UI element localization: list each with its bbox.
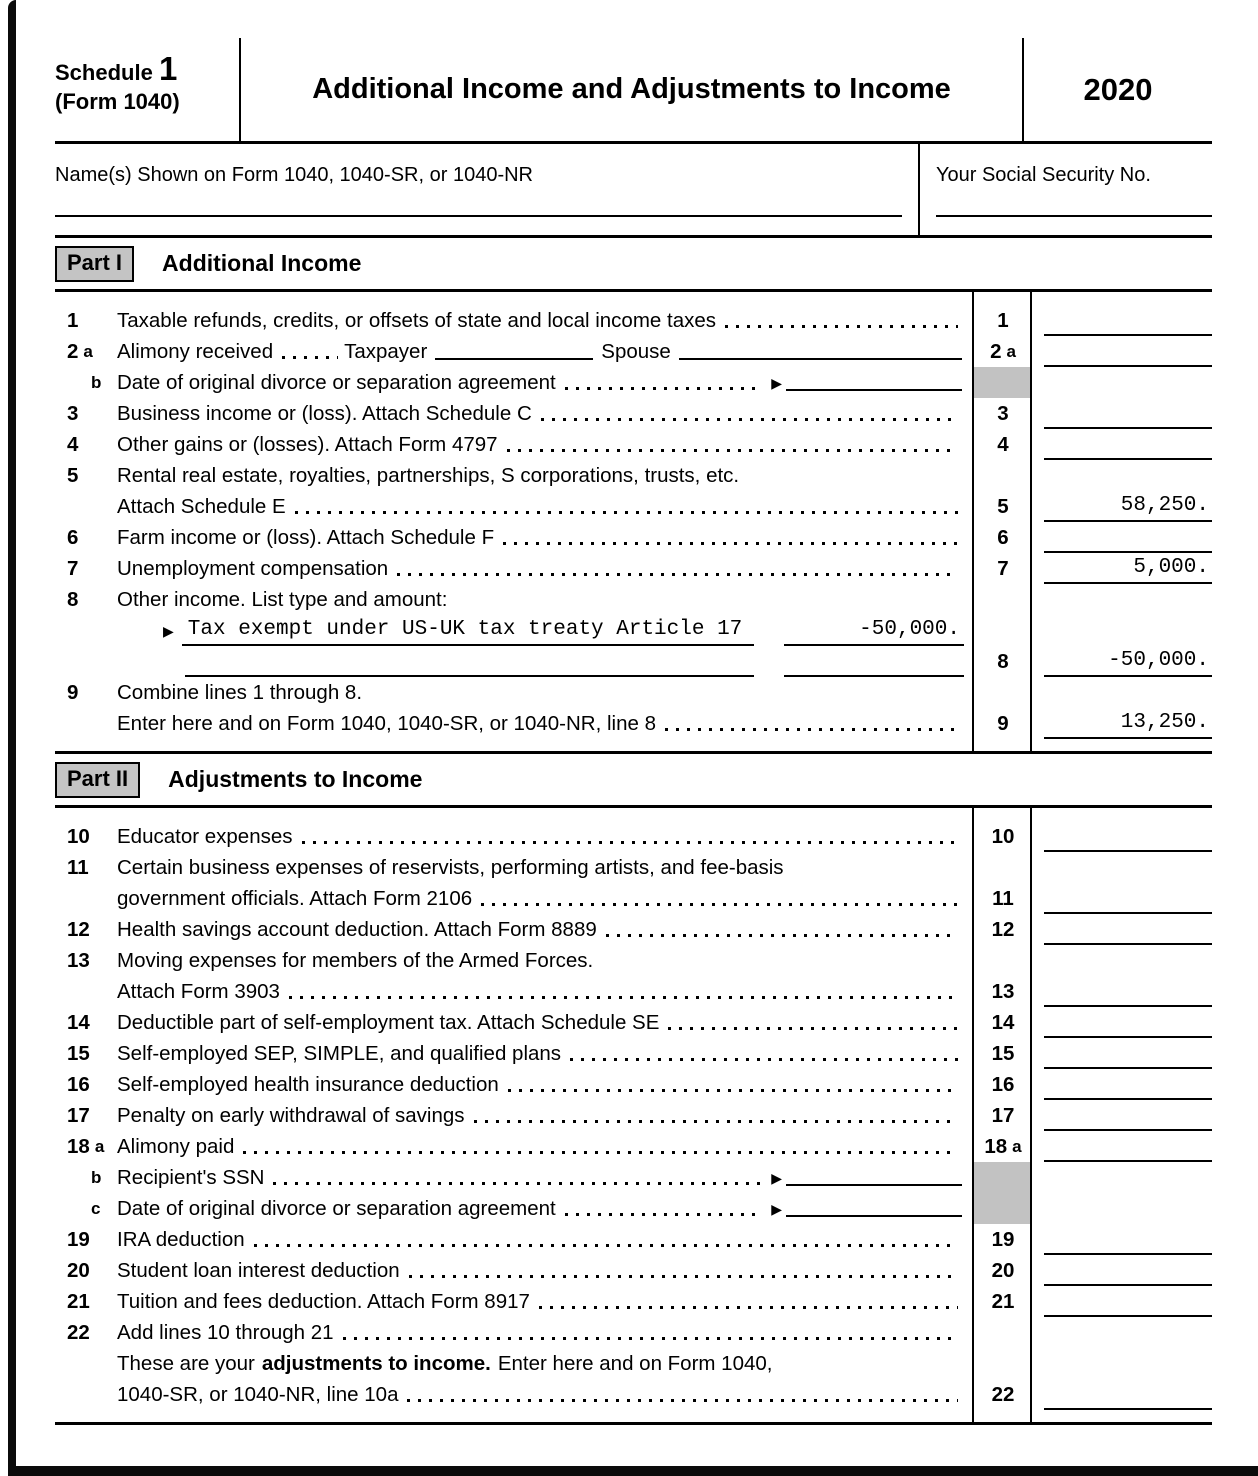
line-16-amount-entry[interactable]: [1044, 1072, 1212, 1100]
line-6-ref: 6: [997, 526, 1009, 549]
line-19-row: [55, 1224, 1212, 1255]
line-9-num: 9: [67, 681, 79, 704]
line-4-num: 4: [67, 433, 79, 456]
line-14-num: 14: [67, 1011, 90, 1034]
form-header: [55, 38, 1212, 144]
line-17-amount-entry[interactable]: [1044, 1103, 1212, 1131]
dot-leader: [273, 1182, 761, 1185]
line-6-amount-entry[interactable]: [1044, 525, 1212, 553]
page-bottom-edge: [8, 1466, 1258, 1476]
dot-leader: [539, 1306, 958, 1309]
recipient-ssn-entry[interactable]: [786, 1183, 962, 1186]
dot-leader: [289, 996, 958, 999]
line-17-num: 17: [67, 1104, 90, 1127]
line-12-label: Health savings account deduction. Attach Form 8889: [117, 918, 597, 941]
pointer-icon: ▶: [771, 1201, 782, 1217]
schedule-number: 1: [158, 50, 178, 87]
line-18a-amount-entry[interactable]: [1044, 1134, 1212, 1162]
line-15-num: 15: [67, 1042, 90, 1065]
pointer-icon: ▶: [771, 375, 782, 391]
line-12-ref: 12: [991, 918, 1015, 941]
dot-leader: [282, 356, 338, 359]
line-17-label: Penalty on early withdrawal of savings: [117, 1104, 465, 1127]
divorce-date-entry[interactable]: [786, 388, 962, 391]
line-21-amount-entry[interactable]: [1044, 1289, 1212, 1317]
line-11-label-2: government officials. Attach Form 2106: [117, 887, 473, 910]
vertical-rule: [1030, 808, 1032, 1422]
schedule-id-cell: [55, 38, 241, 141]
line-2a-row: [55, 336, 1212, 367]
line-21-ref: 21: [991, 1290, 1015, 1313]
line-16-row: [55, 1069, 1212, 1100]
dot-leader: [507, 449, 958, 452]
line-8-row-3: [55, 646, 1212, 677]
page-left-edge: [8, 0, 16, 1476]
ssn-cell: [920, 144, 1212, 235]
line-13-row-1: [55, 945, 1212, 976]
dot-leader: [565, 1213, 762, 1216]
line-9-row-2: [55, 708, 1212, 739]
line-13-label-2: Attach Form 3903: [117, 980, 280, 1003]
line-18a-refsub: a: [1012, 1137, 1022, 1156]
name-input-line[interactable]: [55, 187, 902, 217]
other-income-type-entry[interactable]: Tax exempt under US-UK tax treaty Article 17: [182, 616, 754, 646]
line-22-label-2a: These are your: [117, 1352, 255, 1375]
line-10-label: Educator expenses: [117, 825, 293, 848]
shaded-cell: [974, 1162, 1032, 1193]
line-22-label-2c: Enter here and on Form 1040,: [497, 1352, 773, 1375]
line-13-row-2: [55, 976, 1212, 1007]
spouse-label: Spouse: [601, 340, 671, 363]
line-1-ref: 1: [997, 309, 1009, 332]
line-21-num: 21: [67, 1290, 90, 1313]
dot-leader: [295, 511, 958, 514]
line-5-label-1: Rental real estate, royalties, partnerships, S corporations, trusts, etc.: [117, 464, 740, 487]
line-22-amount-entry[interactable]: [1044, 1382, 1212, 1410]
dot-leader: [668, 1027, 958, 1030]
dot-leader: [409, 1275, 958, 1278]
line-5-amount-entry[interactable]: 58,250.: [1044, 492, 1212, 522]
other-income-type-entry-2[interactable]: [185, 649, 754, 677]
line-8-ref: 8: [997, 650, 1009, 673]
line-8-row-2: [55, 615, 1212, 646]
line-12-row: [55, 914, 1212, 945]
line-4-amount-entry[interactable]: [1044, 432, 1212, 460]
line-6-row: [55, 522, 1212, 553]
line-16-num: 16: [67, 1073, 90, 1096]
vertical-rule: [1030, 292, 1032, 751]
shaded-cell: [974, 1193, 1032, 1224]
dot-leader: [665, 728, 958, 731]
line-16-label: Self-employed health insurance deduction: [117, 1073, 499, 1096]
line-21-label: Tuition and fees deduction. Attach Form 8917: [117, 1290, 530, 1313]
dot-leader: [503, 542, 958, 545]
other-income-amount-entry[interactable]: -50,000.: [784, 616, 964, 646]
line-22-row-1: [55, 1317, 1212, 1348]
dot-leader: [397, 573, 958, 576]
dot-leader: [343, 1337, 958, 1340]
vertical-rule: [972, 808, 974, 1422]
line-22-num: 22: [67, 1321, 90, 1344]
vertical-rule: [972, 292, 974, 751]
schedule-word: Schedule: [55, 60, 153, 85]
line-14-row: [55, 1007, 1212, 1038]
tax-year: 2020: [1083, 71, 1153, 107]
line-13-label-1: Moving expenses for members of the Armed Forces.: [117, 949, 594, 972]
line-20-amount-entry[interactable]: [1044, 1258, 1212, 1286]
line-15-row: [55, 1038, 1212, 1069]
line-19-ref: 19: [991, 1228, 1015, 1251]
line-10-amount-entry[interactable]: [1044, 824, 1212, 852]
line-5-ref: 5: [997, 495, 1009, 518]
line-18b-label: Recipient's SSN: [117, 1166, 265, 1189]
line-18b-row: [55, 1162, 1212, 1193]
part-2-title: Adjustments to Income: [168, 766, 423, 792]
line-7-ref: 7: [997, 557, 1009, 580]
line-18a-row: [55, 1131, 1212, 1162]
alimony-spouse-entry[interactable]: [679, 357, 962, 360]
line-18c-row: [55, 1193, 1212, 1224]
line-22-label-2b: adjustments to income.: [261, 1352, 491, 1375]
line-15-ref: 15: [991, 1042, 1015, 1065]
line-9-label-2: Enter here and on Form 1040, 1040-SR, or 1040-NR, line 8: [117, 712, 656, 735]
line-2a-ref: 2: [990, 340, 1002, 363]
alimony-taxpayer-entry[interactable]: [435, 357, 593, 360]
line-15-label: Self-employed SEP, SIMPLE, and qualified plans: [117, 1042, 562, 1065]
line-12-amount-entry[interactable]: [1044, 917, 1212, 945]
line-1-amount-entry[interactable]: [1044, 308, 1212, 336]
line-1-num: 1: [67, 309, 79, 332]
divorce-date-entry-2[interactable]: [786, 1214, 962, 1217]
line-18b-sub: b: [91, 1168, 102, 1187]
line-22-row-3: [55, 1379, 1212, 1410]
part-2-table: [55, 808, 1212, 1425]
line-2b-sub: b: [91, 373, 102, 392]
line-18c-label: Date of original divorce or separation agreement: [117, 1197, 556, 1220]
line-11-row-1: [55, 852, 1212, 883]
line-13-ref: 13: [991, 980, 1015, 1003]
line-16-ref: 16: [991, 1073, 1015, 1096]
dot-leader: [725, 325, 958, 328]
dot-leader: [302, 841, 958, 844]
line-22-label-1: Add lines 10 through 21: [117, 1321, 334, 1344]
line-20-num: 20: [67, 1259, 90, 1282]
line-5-row-1: [55, 460, 1212, 491]
line-4-label: Other gains or (losses). Attach Form 4797: [117, 433, 498, 456]
line-20-row: [55, 1255, 1212, 1286]
dot-leader: [254, 1244, 958, 1247]
part-1-badge: Part I: [55, 246, 134, 282]
line-7-amount-entry[interactable]: 5,000.: [1044, 554, 1212, 584]
pointer-icon: ▶: [771, 1170, 782, 1186]
line-15-amount-entry[interactable]: [1044, 1041, 1212, 1069]
line-2b-row: [55, 367, 1212, 398]
part-1-table: [55, 292, 1212, 754]
line-9-label-1: Combine lines 1 through 8.: [117, 681, 363, 704]
line-17-row: [55, 1100, 1212, 1131]
line-3-row: [55, 398, 1212, 429]
form-1040-label: (Form 1040): [55, 89, 180, 114]
line-18a-num: 18: [67, 1135, 90, 1158]
line-22-ref: 22: [991, 1383, 1015, 1406]
dot-leader: [541, 418, 958, 421]
shaded-cell: [974, 367, 1032, 398]
ssn-input-line[interactable]: [936, 187, 1212, 217]
line-2a-sub: a: [83, 342, 93, 361]
dot-leader: [606, 934, 958, 937]
form-title: Additional Income and Adjustments to Income: [241, 38, 1024, 141]
line-5-row-2: [55, 491, 1212, 522]
line-2b-label: Date of original divorce or separation agreement: [117, 371, 556, 394]
line-6-label: Farm income or (loss). Attach Schedule F: [117, 526, 495, 549]
line-10-row: [55, 821, 1212, 852]
dot-leader: [474, 1120, 958, 1123]
part-1-header: [55, 238, 1212, 292]
other-income-amount-entry-2[interactable]: [784, 649, 964, 677]
line-7-row: [55, 553, 1212, 584]
line-11-num: 11: [67, 856, 89, 879]
schedule-label: [55, 50, 239, 88]
line-11-row-2: [55, 883, 1212, 914]
line-2a-refsub: a: [1006, 342, 1016, 361]
line-22-row-2: [55, 1348, 1212, 1379]
ssn-field-label: Your Social Security No.: [936, 164, 1151, 186]
dot-leader: [243, 1151, 958, 1154]
part-2-badge: Part II: [55, 762, 140, 798]
line-2a-label: Alimony received: [117, 340, 274, 363]
line-14-label: Deductible part of self-employment tax. Attach Schedule SE: [117, 1011, 660, 1034]
name-ssn-row: [55, 144, 1212, 238]
part-2-header: [55, 754, 1212, 808]
line-20-ref: 20: [991, 1259, 1015, 1282]
line-1-row: [55, 305, 1212, 336]
line-2a-amount-entry[interactable]: [1044, 339, 1212, 367]
line-5-num: 5: [67, 464, 79, 487]
line-7-num: 7: [67, 557, 79, 580]
line-4-row: [55, 429, 1212, 460]
line-2a-num: 2: [67, 340, 79, 363]
line-20-label: Student loan interest deduction: [117, 1259, 400, 1282]
line-4-ref: 4: [997, 433, 1009, 456]
line-9-row-1: [55, 677, 1212, 708]
line-8-amount-entry[interactable]: -50,000.: [1044, 647, 1212, 677]
line-11-amount-entry[interactable]: [1044, 886, 1212, 914]
dot-leader: [481, 903, 958, 906]
line-3-num: 3: [67, 402, 79, 425]
name-field-label: Name(s) Shown on Form 1040, 1040-SR, or 1040-NR: [55, 164, 533, 186]
pointer-icon: ▶: [163, 623, 174, 639]
line-8-row-1: [55, 584, 1212, 615]
line-22-label-3: 1040-SR, or 1040-NR, line 10a: [117, 1383, 399, 1406]
line-10-ref: 10: [991, 825, 1015, 848]
line-17-ref: 17: [991, 1104, 1015, 1127]
part-1-title: Additional Income: [162, 250, 362, 276]
form-content: [55, 38, 1212, 1425]
line-3-label: Business income or (loss). Attach Schedule C: [117, 402, 532, 425]
line-11-label-1: Certain business expenses of reservists, performing artists, and fee-basis: [117, 856, 784, 879]
line-19-label: IRA deduction: [117, 1228, 245, 1251]
line-18a-ref: 18: [984, 1135, 1008, 1158]
line-14-amount-entry[interactable]: [1044, 1010, 1212, 1038]
line-18a-label: Alimony paid: [117, 1135, 235, 1158]
line-10-num: 10: [67, 825, 90, 848]
dot-leader: [565, 387, 762, 390]
line-9-amount-entry[interactable]: 13,250.: [1044, 709, 1212, 739]
line-21-row: [55, 1286, 1212, 1317]
line-1-label: Taxable refunds, credits, or offsets of state and local income taxes: [117, 309, 716, 332]
line-18a-sub: a: [94, 1137, 105, 1156]
taxpayer-label: Taxpayer: [344, 340, 428, 363]
line-19-amount-entry[interactable]: [1044, 1227, 1212, 1255]
line-19-num: 19: [67, 1228, 90, 1251]
dot-leader: [570, 1058, 958, 1061]
line-3-ref: 3: [997, 402, 1009, 425]
line-11-ref: 11: [992, 887, 1014, 910]
line-13-num: 13: [67, 949, 90, 972]
line-8-label: Other income. List type and amount:: [117, 588, 448, 611]
name-cell: [55, 144, 920, 235]
line-18c-sub: c: [91, 1199, 101, 1218]
line-14-ref: 14: [991, 1011, 1015, 1034]
line-5-label-2: Attach Schedule E: [117, 495, 286, 518]
line-9-ref: 9: [997, 712, 1009, 735]
line-7-label: Unemployment compensation: [117, 557, 389, 580]
line-8-num: 8: [67, 588, 79, 611]
dot-leader: [407, 1399, 958, 1402]
line-13-amount-entry[interactable]: [1044, 979, 1212, 1007]
dot-leader: [508, 1089, 958, 1092]
line-3-amount-entry[interactable]: [1044, 401, 1212, 429]
line-6-num: 6: [67, 526, 79, 549]
line-12-num: 12: [67, 918, 90, 941]
